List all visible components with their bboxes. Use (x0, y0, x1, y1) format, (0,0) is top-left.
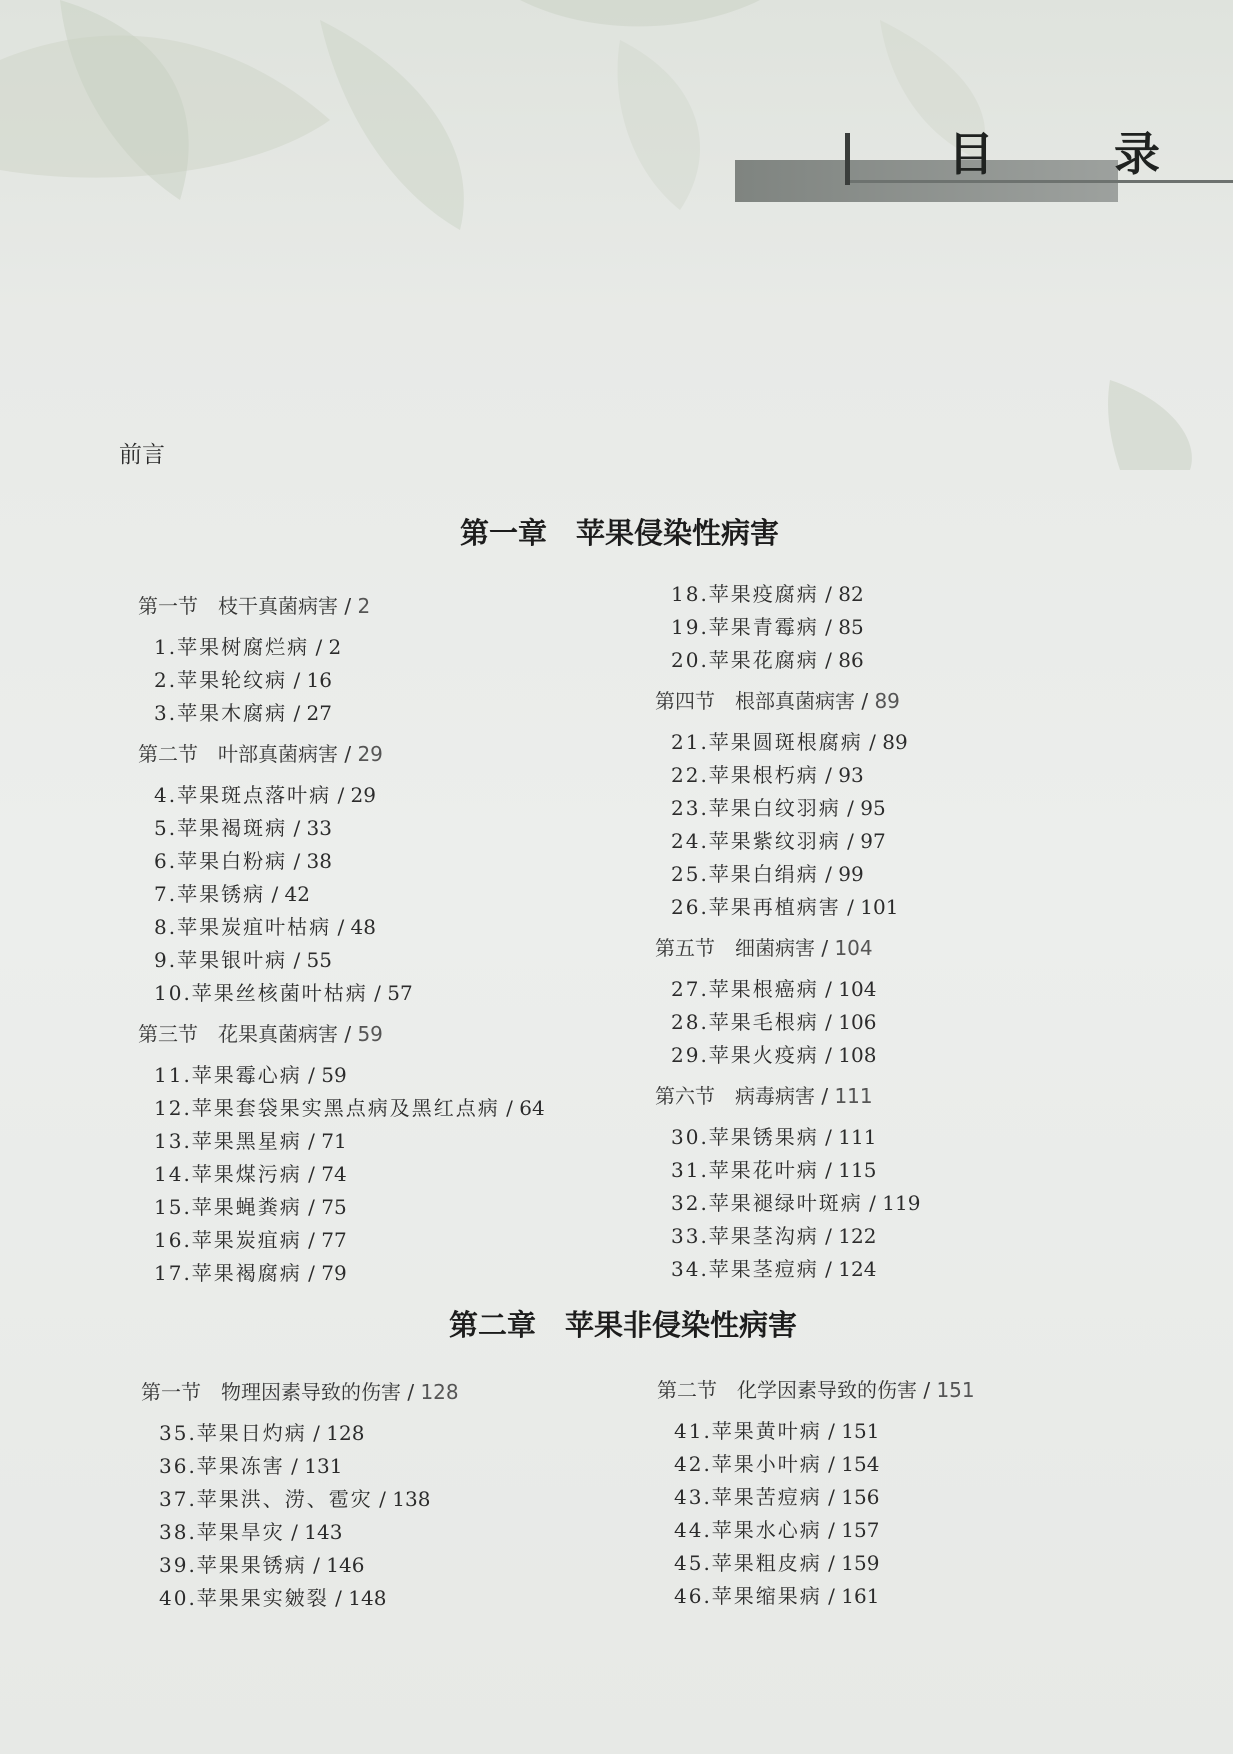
toc-page-number: 29 (350, 783, 376, 807)
toc-page-number: 82 (838, 582, 864, 606)
toc-separator: / (821, 1584, 842, 1608)
toc-entry[interactable] (159, 1450, 342, 1479)
toc-separator: / (287, 948, 307, 972)
toc-page-number: 151 (936, 1378, 975, 1402)
toc-entry[interactable] (159, 1582, 386, 1611)
toc-entry[interactable] (159, 1483, 430, 1512)
toc-separator: / (917, 1378, 937, 1402)
toc-entry[interactable] (154, 779, 376, 808)
toc-separator: / (284, 1520, 305, 1544)
toc-entry[interactable] (154, 878, 310, 907)
toc-entry[interactable] (154, 1158, 347, 1187)
toc-separator: / (331, 915, 351, 939)
toc-separator: / (821, 1419, 842, 1443)
toc-entry-title: 41.苹果黄叶病 (674, 1419, 822, 1443)
toc-entry-title: 38.苹果旱灾 (159, 1520, 285, 1544)
toc-section-title: 第六节 病毒病害 (655, 1084, 815, 1108)
toc-separator: / (815, 936, 835, 960)
toc-entry[interactable] (154, 664, 332, 693)
toc-entry-title: 18.苹果疫腐病 (671, 582, 819, 606)
toc-page-number: 124 (838, 1257, 877, 1281)
toc-entry-title: 28.苹果毛根病 (671, 1010, 819, 1034)
toc-page-number: 104 (838, 977, 877, 1001)
toc-separator: / (301, 1162, 322, 1186)
toc-entry[interactable] (154, 845, 332, 874)
toc-separator: / (287, 816, 307, 840)
toc-entry[interactable] (154, 1092, 545, 1121)
toc-entry[interactable] (154, 812, 332, 841)
toc-separator: / (818, 1257, 839, 1281)
toc-separator: / (265, 882, 285, 906)
toc-separator: / (818, 1158, 839, 1182)
toc-entry-title: 45.苹果粗皮病 (674, 1551, 822, 1575)
toc-page-number: 95 (860, 796, 886, 820)
toc-entry-title: 3.苹果木腐病 (154, 701, 288, 725)
toc-section-title: 第一节 物理因素导致的伤害 (141, 1380, 401, 1404)
toc-entry-title: 22.苹果根朽病 (671, 763, 819, 787)
toc-page-number: 64 (519, 1096, 545, 1120)
toc-entry[interactable] (671, 858, 864, 887)
toc-separator: / (862, 730, 883, 754)
toc-section-title: 第三节 花果真菌病害 (138, 1022, 338, 1046)
toc-entry[interactable] (154, 944, 332, 973)
toc-entry-title: 11.苹果霉心病 (154, 1063, 302, 1087)
toc-separator: / (301, 1129, 322, 1153)
toc-section[interactable] (655, 1080, 873, 1109)
toc-page-number: 108 (838, 1043, 877, 1067)
toc-section-title: 第五节 细菌病害 (655, 936, 815, 960)
toc-entry[interactable] (674, 1415, 879, 1444)
toc-separator: / (372, 1487, 393, 1511)
toc-separator: / (306, 1553, 327, 1577)
title-banner (0, 0, 1233, 230)
toc-entry-title: 31.苹果花叶病 (671, 1158, 819, 1182)
toc-page-number: 79 (321, 1261, 347, 1285)
toc-page-number: 148 (348, 1586, 387, 1610)
toc-separator: / (287, 701, 307, 725)
toc-entry[interactable] (671, 1154, 876, 1183)
toc-page-number: 128 (326, 1421, 365, 1445)
toc-entry[interactable] (671, 1187, 920, 1216)
toc-page-number: 2 (357, 594, 371, 618)
toc-entry-title: 36.苹果冻害 (159, 1454, 285, 1478)
toc-page-number: 38 (306, 849, 332, 873)
toc-entry[interactable] (159, 1549, 364, 1578)
toc-section[interactable] (655, 932, 873, 961)
toc-entry-title: 4.苹果斑点落叶病 (154, 783, 332, 807)
toc-page-number: 57 (387, 981, 413, 1005)
toc-separator: / (818, 862, 839, 886)
toc-separator: / (309, 635, 329, 659)
chapter-1-title: 第一章 苹果侵染性病害 (460, 516, 780, 550)
toc-separator: / (855, 689, 875, 713)
toc-entry[interactable] (671, 726, 908, 755)
toc-separator: / (821, 1452, 842, 1476)
toc-page-number: 154 (841, 1452, 880, 1476)
toc-page-number: 159 (841, 1551, 880, 1575)
toc-entry[interactable] (154, 1125, 347, 1154)
toc-separator: / (818, 1010, 839, 1034)
toc-entry[interactable] (154, 697, 332, 726)
toc-separator: / (840, 895, 861, 919)
toc-entry-title: 20.苹果花腐病 (671, 648, 819, 672)
toc-page-number: 33 (306, 816, 332, 840)
toc-separator: / (287, 668, 307, 692)
toc-entry[interactable] (671, 1006, 876, 1035)
toc-entry[interactable] (674, 1580, 879, 1609)
toc-page-number: 99 (838, 862, 864, 886)
toc-entry-title: 7.苹果锈病 (154, 882, 266, 906)
toc-entry[interactable] (154, 1059, 347, 1088)
toc-page-number: 86 (838, 648, 864, 672)
toc-separator: / (331, 783, 351, 807)
toc-entry[interactable] (671, 759, 864, 788)
toc-page-number: 146 (326, 1553, 365, 1577)
toc-entry-title: 9.苹果银叶病 (154, 948, 288, 972)
toc-entry-title: 15.苹果蝇粪病 (154, 1195, 302, 1219)
toc-section[interactable] (138, 590, 370, 619)
toc-entry-title: 21.苹果圆斑根腐病 (671, 730, 863, 754)
toc-page-number: 59 (357, 1022, 383, 1046)
toc-section-title: 第二节 叶部真菌病害 (138, 742, 338, 766)
toc-entry[interactable] (671, 973, 876, 1002)
toc-entry-title: 46.苹果缩果病 (674, 1584, 822, 1608)
toc-section[interactable] (138, 738, 383, 767)
toc-entry[interactable] (154, 1257, 347, 1286)
toc-section-title: 第二节 化学因素导致的伤害 (657, 1378, 917, 1402)
toc-entry-title: 29.苹果火疫病 (671, 1043, 819, 1067)
toc-separator: / (821, 1551, 842, 1575)
toc-page-number: 122 (838, 1224, 877, 1248)
toc-separator: / (338, 594, 358, 618)
toc-entry-title: 10.苹果丝核菌叶枯病 (154, 981, 368, 1005)
toc-page-number: 104 (834, 936, 873, 960)
toc-entry-title: 24.苹果紫纹羽病 (671, 829, 841, 853)
toc-entry[interactable] (154, 1191, 347, 1220)
toc-entry[interactable] (154, 977, 413, 1006)
toc-page-number: 2 (328, 635, 342, 659)
toc-separator: / (401, 1380, 421, 1404)
toc-entry-title: 37.苹果洪、涝、雹灾 (159, 1487, 373, 1511)
toc-separator: / (818, 615, 839, 639)
toc-entry-title: 33.苹果茎沟病 (671, 1224, 819, 1248)
toc-section[interactable] (138, 1018, 383, 1047)
toc-entry[interactable] (671, 578, 864, 607)
page-title: 目 录 (948, 127, 1213, 181)
toc-entry-title: 42.苹果小叶病 (674, 1452, 822, 1476)
toc-entry[interactable] (674, 1481, 879, 1510)
title-bracket (845, 133, 850, 185)
toc-page-number: 89 (874, 689, 900, 713)
toc-page-number: 131 (304, 1454, 343, 1478)
toc-page-number: 71 (321, 1129, 347, 1153)
preface-entry: 前言 (119, 442, 165, 468)
toc-separator: / (338, 1022, 358, 1046)
toc-entry-title: 43.苹果苦痘病 (674, 1485, 822, 1509)
toc-page-number: 97 (860, 829, 886, 853)
toc-separator: / (284, 1454, 305, 1478)
toc-separator: / (818, 1125, 839, 1149)
toc-entry-title: 27.苹果根癌病 (671, 977, 819, 1001)
toc-entry-title: 14.苹果煤污病 (154, 1162, 302, 1186)
toc-separator: / (818, 977, 839, 1001)
toc-separator: / (367, 981, 388, 1005)
toc-entry[interactable] (671, 1039, 876, 1068)
toc-section[interactable] (141, 1376, 459, 1405)
toc-separator: / (862, 1191, 883, 1215)
toc-entry[interactable] (674, 1514, 879, 1543)
toc-entry[interactable] (671, 792, 886, 821)
toc-page-number: 143 (304, 1520, 343, 1544)
toc-section-title: 第一节 枝干真菌病害 (138, 594, 338, 618)
toc-page-number: 85 (838, 615, 864, 639)
toc-page-number: 74 (321, 1162, 347, 1186)
toc-page-number: 93 (838, 763, 864, 787)
toc-entry[interactable] (671, 611, 864, 640)
toc-section[interactable] (657, 1374, 975, 1403)
toc-entry[interactable] (159, 1516, 342, 1545)
toc-entry[interactable] (154, 631, 341, 660)
toc-entry-title: 13.苹果黑星病 (154, 1129, 302, 1153)
toc-page-number: 157 (841, 1518, 880, 1542)
toc-separator: / (840, 829, 861, 853)
toc-entry-title: 23.苹果白纹羽病 (671, 796, 841, 820)
chapter-2-title: 第二章 苹果非侵染性病害 (449, 1308, 798, 1342)
toc-entry-title: 30.苹果锈果病 (671, 1125, 819, 1149)
toc-entry[interactable] (154, 911, 376, 940)
toc-entry-title: 26.苹果再植病害 (671, 895, 841, 919)
toc-entry[interactable] (671, 644, 864, 673)
toc-separator: / (301, 1195, 322, 1219)
toc-entry[interactable] (671, 891, 898, 920)
toc-entry[interactable] (159, 1417, 364, 1446)
toc-separator: / (301, 1063, 322, 1087)
toc-separator: / (821, 1518, 842, 1542)
toc-separator: / (328, 1586, 349, 1610)
toc-entry-title: 12.苹果套袋果实黑点病及黑红点病 (154, 1096, 500, 1120)
toc-entry-title: 34.苹果茎痘病 (671, 1257, 819, 1281)
toc-page-number: 16 (306, 668, 332, 692)
toc-page-number: 138 (392, 1487, 431, 1511)
toc-separator: / (301, 1228, 322, 1252)
toc-entry-title: 19.苹果青霉病 (671, 615, 819, 639)
toc-page-number: 48 (350, 915, 376, 939)
toc-entry-title: 6.苹果白粉病 (154, 849, 288, 873)
toc-entry-title: 35.苹果日灼病 (159, 1421, 307, 1445)
toc-entry-title: 25.苹果白绢病 (671, 862, 819, 886)
toc-page-number: 111 (838, 1125, 877, 1149)
toc-page-number: 115 (838, 1158, 877, 1182)
toc-page-number: 42 (284, 882, 310, 906)
toc-entry-title: 44.苹果水心病 (674, 1518, 822, 1542)
toc-separator: / (840, 796, 861, 820)
toc-page-number: 106 (838, 1010, 877, 1034)
toc-page-number: 77 (321, 1228, 347, 1252)
toc-entry-title: 39.苹果果锈病 (159, 1553, 307, 1577)
toc-entry-title: 8.苹果炭疽叶枯病 (154, 915, 332, 939)
toc-separator: / (818, 582, 839, 606)
toc-separator: / (287, 849, 307, 873)
toc-separator: / (338, 742, 358, 766)
toc-page-number: 101 (860, 895, 899, 919)
toc-separator: / (306, 1421, 327, 1445)
toc-entry-title: 16.苹果炭疽病 (154, 1228, 302, 1252)
toc-page-number: 27 (306, 701, 332, 725)
toc-entry[interactable] (671, 1253, 876, 1282)
toc-page-number: 59 (321, 1063, 347, 1087)
toc-separator: / (499, 1096, 520, 1120)
toc-separator: / (818, 1224, 839, 1248)
toc-separator: / (821, 1485, 842, 1509)
toc-separator: / (818, 1043, 839, 1067)
toc-page-number: 29 (357, 742, 383, 766)
toc-entry-title: 40.苹果果实皴裂 (159, 1586, 329, 1610)
toc-page-number: 161 (841, 1584, 880, 1608)
toc-entry[interactable] (674, 1448, 879, 1477)
toc-separator: / (301, 1261, 322, 1285)
toc-page-number: 111 (834, 1084, 873, 1108)
toc-entry[interactable] (671, 825, 886, 854)
toc-entry-title: 32.苹果褪绿叶斑病 (671, 1191, 863, 1215)
toc-entry-title: 17.苹果褐腐病 (154, 1261, 302, 1285)
toc-entry-title: 1.苹果树腐烂病 (154, 635, 310, 659)
toc-entry[interactable] (674, 1547, 879, 1576)
toc-page-number: 156 (841, 1485, 880, 1509)
toc-page-number: 128 (420, 1380, 459, 1404)
toc-page-number: 89 (882, 730, 908, 754)
toc-page-number: 119 (882, 1191, 921, 1215)
toc-section-title: 第四节 根部真菌病害 (655, 689, 855, 713)
toc-entry-title: 5.苹果褐斑病 (154, 816, 288, 840)
toc-entry-title: 2.苹果轮纹病 (154, 668, 288, 692)
toc-entry[interactable] (154, 1224, 347, 1253)
toc-page-number: 151 (841, 1419, 880, 1443)
toc-section[interactable] (655, 685, 900, 714)
toc-entry[interactable] (671, 1121, 876, 1150)
toc-page-number: 55 (306, 948, 332, 972)
toc-entry[interactable] (671, 1220, 876, 1249)
toc-page-number: 75 (321, 1195, 347, 1219)
toc-separator: / (818, 648, 839, 672)
toc-separator: / (818, 763, 839, 787)
toc-separator: / (815, 1084, 835, 1108)
